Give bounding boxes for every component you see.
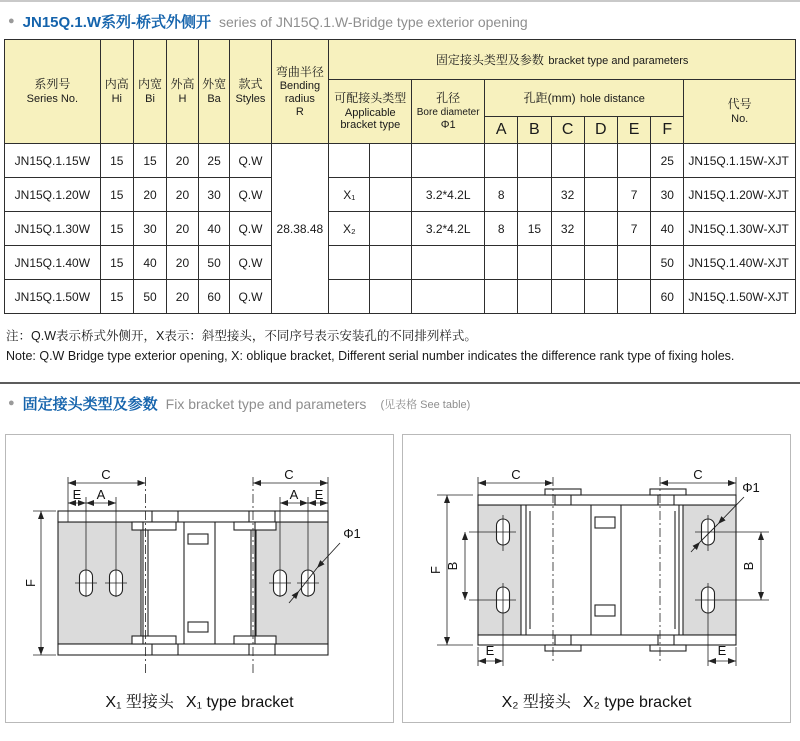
dim-label-f: F [428, 566, 443, 574]
cell-h: 20 [167, 280, 199, 314]
cell-no: JN15Q.1.40W-XJT [684, 246, 796, 280]
header-applicable-en: Applicable bracket type [340, 106, 401, 132]
header-applicable-zh: 可配接头类型 [334, 91, 407, 106]
x2-bracket-drawing [403, 435, 790, 685]
header-hole-distance-en: hole distance [580, 93, 645, 105]
cell-a: 8 [485, 178, 518, 212]
x1-bracket-drawing [6, 435, 393, 685]
cell-b [518, 246, 551, 280]
cell-bracket-type [329, 280, 370, 314]
header-ba-en: Ba [207, 92, 221, 105]
dim-label-e: E [314, 487, 324, 502]
note-line-en: Note: Q.W Bridge type exterior opening, X: oblique bracket, Different serial number indicates the difference rank type of fixing holes. [6, 349, 735, 363]
cell-bi: 40 [133, 246, 166, 280]
dim-label-a: A [289, 487, 299, 502]
cell-hi: 15 [100, 144, 133, 178]
cell-f: 60 [651, 280, 684, 314]
header-col-c: C [551, 117, 584, 144]
cell-hi: 15 [100, 178, 133, 212]
x1-caption-zh: X₁ 型接头 [105, 694, 174, 711]
cell-bracket-spacer [370, 144, 412, 178]
cell-bore [412, 144, 485, 178]
x2-caption-en: X₂ type bracket [582, 694, 692, 711]
cell-bi: 50 [133, 280, 166, 314]
header-styles-en: Styles [235, 92, 266, 105]
header-styles-zh: 款式 [238, 77, 263, 92]
cell-no: JN15Q.1.50W-XJT [684, 280, 796, 314]
header-h-zh: 外高 [170, 77, 195, 92]
cell-d [584, 246, 617, 280]
header-col-b: B [518, 117, 551, 144]
cell-styles: Q.W [230, 178, 271, 212]
header-hi [100, 40, 133, 144]
cell-ba: 40 [198, 212, 230, 246]
header-bore-diameter [412, 80, 485, 144]
cell-bore: 3.2*4.2L [412, 212, 485, 246]
header-col-f: F [651, 117, 684, 144]
header-applicable-bracket [329, 80, 412, 144]
cell-bracket-spacer [370, 178, 412, 212]
header-bi-en: Bi [145, 92, 155, 105]
cell-bore [412, 246, 485, 280]
cell-f: 40 [651, 212, 684, 246]
cell-e: 7 [617, 212, 650, 246]
cell-bracket-type [329, 144, 370, 178]
cell-bi: 15 [133, 144, 166, 178]
header-bracket-group-en: bracket type and parameters [548, 54, 689, 67]
bullet-icon: ● [8, 15, 15, 27]
header-hi-en: Hi [111, 92, 122, 105]
section2-heading [8, 393, 792, 414]
header-col-a: A [485, 117, 518, 144]
bullet-icon: ● [8, 397, 15, 409]
header-series-en: Series No. [26, 92, 79, 105]
cell-styles: Q.W [230, 212, 271, 246]
header-series [5, 40, 101, 144]
bracket-diagrams [5, 434, 795, 723]
spec-table-wrap [4, 39, 796, 314]
cell-d [584, 178, 617, 212]
section1-heading [8, 11, 792, 32]
cell-series: JN15Q.1.30W [5, 212, 101, 246]
section2-title-en: Fix bracket type and parameters [165, 395, 367, 412]
header-ba-zh: 外宽 [202, 77, 227, 92]
dim-label-c: C [101, 467, 111, 482]
cell-bore: 3.2*4.2L [412, 178, 485, 212]
header-series-zh: 系列号 [34, 77, 71, 92]
cell-e: 7 [617, 178, 650, 212]
header-col-d: D [584, 117, 617, 144]
header-no [684, 80, 796, 144]
cell-styles: Q.W [230, 280, 271, 314]
dim-label-a: A [96, 487, 106, 502]
cell-ba: 60 [198, 280, 230, 314]
cell-bore [412, 280, 485, 314]
cell-ba: 25 [198, 144, 230, 178]
header-ba [198, 40, 230, 144]
cell-h: 20 [167, 178, 199, 212]
cell-h: 20 [167, 212, 199, 246]
cell-a [485, 144, 518, 178]
section2-hint: (见表格 See table) [380, 398, 471, 411]
cell-series: JN15Q.1.20W [5, 178, 101, 212]
header-bi [133, 40, 166, 144]
cell-a [485, 246, 518, 280]
cell-bracket-type: X₁ [329, 178, 370, 212]
x2-caption-zh: X₂ 型接头 [501, 694, 571, 711]
dim-label-e: E [717, 643, 727, 658]
cell-c: 32 [551, 178, 584, 212]
cell-d [584, 212, 617, 246]
header-no-en: No. [731, 112, 749, 125]
cell-c [551, 246, 584, 280]
cell-bracket-type [329, 246, 370, 280]
cell-hi: 15 [100, 212, 133, 246]
dim-label-e: E [72, 487, 82, 502]
cell-a: 8 [485, 212, 518, 246]
header-hole-distance-zh: 孔距(mm) [523, 91, 576, 105]
table-row [5, 246, 796, 280]
header-bore-en: Bore diameter [416, 106, 480, 118]
cell-styles: Q.W [230, 246, 271, 280]
header-col-e: E [617, 117, 650, 144]
header-bracket-group [329, 40, 796, 80]
cell-b [518, 280, 551, 314]
table-row [5, 280, 796, 314]
cell-hi: 15 [100, 280, 133, 314]
header-bending-radius [271, 40, 329, 144]
cell-f: 30 [651, 178, 684, 212]
cell-d [584, 144, 617, 178]
x2-diagram-box [402, 434, 791, 723]
dim-label-c: C [284, 467, 294, 482]
dim-label-e: E [485, 643, 495, 658]
top-divider [0, 0, 800, 2]
cell-bracket-spacer [370, 280, 412, 314]
section2-title-zh: 固定接头类型及参数 [22, 396, 158, 413]
cell-no: JN15Q.1.30W-XJT [684, 212, 796, 246]
header-radius-sub: R [295, 105, 304, 118]
dim-label-c: C [693, 467, 703, 482]
cell-series: JN15Q.1.40W [5, 246, 101, 280]
cell-f: 50 [651, 246, 684, 280]
cell-b: 15 [518, 212, 551, 246]
cell-c [551, 144, 584, 178]
cell-e [617, 280, 650, 314]
cell-bi: 20 [133, 178, 166, 212]
cell-bi: 30 [133, 212, 166, 246]
cell-styles: Q.W [230, 144, 271, 178]
cell-h: 20 [167, 246, 199, 280]
cell-series: JN15Q.1.15W [5, 144, 101, 178]
dim-label-f: F [23, 579, 38, 587]
section1-title-en: series of JN15Q.1.W-Bridge type exterior opening [219, 13, 528, 30]
header-bore-sub: Φ1 [440, 118, 456, 131]
dim-label-b: B [445, 561, 460, 571]
cell-hi: 15 [100, 246, 133, 280]
cell-h: 20 [167, 144, 199, 178]
dim-label-b: B [741, 561, 756, 571]
header-bracket-group-zh: 固定接头类型及参数 [435, 52, 544, 67]
cell-b [518, 144, 551, 178]
header-hi-zh: 内高 [104, 77, 129, 92]
cell-b [518, 178, 551, 212]
header-bi-zh: 内宽 [138, 77, 163, 92]
cell-series: JN15Q.1.50W [5, 280, 101, 314]
cell-e [617, 246, 650, 280]
cell-ba: 30 [198, 178, 230, 212]
cell-bracket-spacer [370, 212, 412, 246]
dim-label-c: C [511, 467, 521, 482]
header-radius-en: Bending radius [279, 80, 321, 105]
x2-caption [403, 689, 790, 712]
cell-d [584, 280, 617, 314]
cell-f: 25 [651, 144, 684, 178]
header-h [167, 40, 199, 144]
cell-a [485, 280, 518, 314]
cell-e [617, 144, 650, 178]
header-styles [230, 40, 271, 144]
section1-title-zh: JN15Q.1.W系列-桥式外侧开 [22, 14, 212, 31]
header-h-en: H [178, 92, 187, 105]
header-no-zh: 代号 [727, 97, 752, 112]
table-row [5, 144, 796, 178]
spec-table [4, 39, 796, 314]
dim-label-phi: Φ1 [742, 480, 760, 495]
table-row [5, 212, 796, 246]
note-line-zh: 注：Q.W表示桥式外侧开，X表示：斜型接头，不同序号表示安装孔的不同排列样式。 [6, 329, 477, 343]
x1-caption-en: X₁ type bracket [185, 694, 294, 711]
cell-c: 32 [551, 212, 584, 246]
x1-diagram-box [5, 434, 394, 723]
header-hole-distance [485, 80, 684, 117]
dim-label-phi: Φ1 [343, 526, 361, 541]
cell-bracket-spacer [370, 246, 412, 280]
cell-ba: 50 [198, 246, 230, 280]
cell-c [551, 280, 584, 314]
cell-no: JN15Q.1.15W-XJT [684, 144, 796, 178]
header-radius-zh: 弯曲半径 [275, 64, 324, 79]
notes [6, 326, 794, 366]
cell-no: JN15Q.1.20W-XJT [684, 178, 796, 212]
x1-caption [6, 689, 393, 712]
section-divider [0, 382, 800, 384]
cell-bracket-type: X₂ [329, 212, 370, 246]
cell-bending-radius: 28.38.48 [271, 144, 329, 314]
table-row [5, 178, 796, 212]
header-bore-zh: 孔径 [436, 91, 461, 106]
